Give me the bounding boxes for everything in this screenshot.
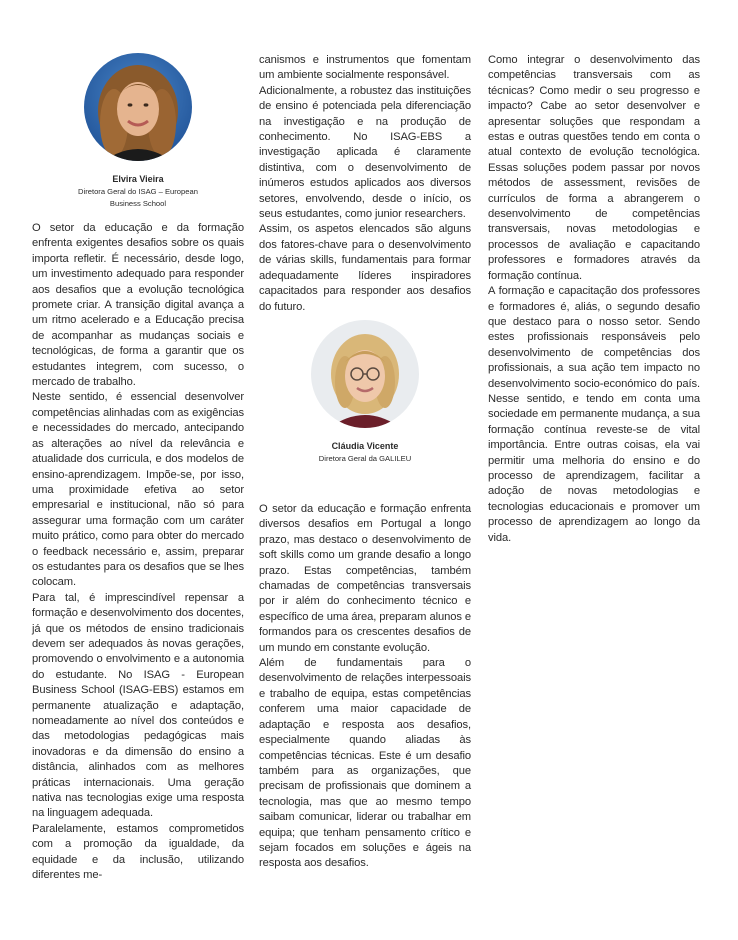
article-text-claudia bbox=[259, 502, 471, 872]
article-text-elvira-continued bbox=[259, 0, 471, 315]
column-1 bbox=[32, 0, 244, 883]
column-2 bbox=[259, 0, 471, 870]
paragraph: A formação e capacitação dos professores e formadores é, aliás, o segundo desafio que destaco para o nosso setor. Sendo estes profissionais responsáveis pelo desenvolvimento de competências dos profissionais, a sua ação tem impacto no desenvolvimento socio-económico do país. Nesse sentido, e tendo em conta uma sociedade em permanente mudança, a sua formação contínua reveste-se de vital importância. Entre outras coisas, ela vai permitir uma melhoria do ensino e do processo de aprendizagem, facilitar a adoção de novas metodologias e tecnologias educacionais e promover um processo de aprendizagem ao longo da vida. bbox=[488, 285, 700, 544]
profile-role-continued: Business School bbox=[109, 199, 167, 208]
profile-role: Diretora Geral do ISAG – European bbox=[78, 187, 198, 196]
profile-name: Cláudia Vicente bbox=[331, 441, 399, 451]
paragraph: canismos e instrumentos que fomentam um ambiente socialmente responsável. bbox=[259, 54, 471, 82]
profile-name: Elvira Vieira bbox=[112, 174, 164, 184]
paragraph: Para tal, é imprescindível repensar a formação e desenvolvimento dos docentes, já que os métodos de ensino tradicionais devem ser adequados às novas gerações, promovendo o envolvimento e a autonomia do estudante. No ISAG - European Business School (ISAG-EBS) estamos em permanente atualização e adaptação, nomeadamente ao nível dos conteúdos e das metodologias pedagógicas mais inovadoras e da dimensão do ensino a distância, alinhados com as melhores práticas internacionais. Uma geração nativa nas tecnologias exige uma resposta na linguagem adequada. bbox=[32, 591, 244, 820]
profile-elvira bbox=[32, 0, 244, 210]
paragraph: Adicionalmente, a robustez das instituições de ensino é potenciada pela diferenciação na investigação e na produção de conhecimento. No ISAG-EBS a investigação aplicada é claramente distintiva, com o desenvolvimento de inúmeros estudos aplicados aos diversos setores, envolvendo, desde o início, os seus estudantes, como junior researchers. bbox=[259, 84, 471, 221]
avatar-elvira-photo bbox=[84, 53, 192, 161]
avatar-claudia-photo bbox=[311, 320, 419, 428]
paragraph: Paralelamente, estamos comprometidos com a promoção da igualdade, da equidade e da inclusão, utilizando diferentes me- bbox=[32, 822, 244, 882]
paragraph: O setor da educação e formação enfrenta diversos desafios em Portugal a longo prazo, mas destaco o desenvolvimento de soft skills como um grande desafio a longo prazo. Estas competências, também chamadas de competências transversais por ir além do conhecimento técnico e específico de uma área, preparam alunos e formandos para os crescentes desafios de um mundo em constante evolução. bbox=[259, 503, 471, 654]
column-3 bbox=[488, 0, 700, 546]
paragraph: Assim, os aspetos elencados são alguns dos fatores-chave para o desenvolvimento de várias skills, fundamentais para formar adequadamente líderes inspiradores capacitados para responder aos desafios do futuro. bbox=[259, 223, 471, 313]
paragraph: Além de fundamentais para o desenvolvimento de relações interpessoais e trabalho de equipa, estas competências conferem uma maior capacidade de adaptação e resposta aos desafios, especialmente quando aliadas às competências técnicas. Este é um desafio também para as organizações, que precisam de profissionais que dominem a tecnologia, mas que ao mesmo tempo saibam comunicar, liderar ou trabalhar em equipa; que tenham pensamento crítico e sejam focados em soluções e ágeis na resposta aos desafios. bbox=[259, 657, 471, 870]
profile-role: Diretora Geral da GALILEU bbox=[318, 454, 412, 463]
paragraph: Como integrar o desenvolvimento das competências transversais com as técnicas? Como medir o seu progresso e impacto? Cabe ao setor desenvolver e apresentar soluções que respondam a estas e outras questões tendo em conta o atual contexto de evolução tecnológica. Essas soluções podem passar por novos métodos de assessment, revisões de currículos de forma a abrangerem o desenvolvimento de competências transversais, novas metodologias e processos de avaliação e capacitando professores e formadores através da formação contínua. bbox=[488, 54, 700, 282]
article-text-elvira bbox=[32, 221, 244, 883]
profile-claudia bbox=[259, 320, 471, 465]
paragraph: Neste sentido, é essencial desenvolver competências alinhadas com as exigências e necessidades do mercado, antecipando as alterações ao nível da relevância e atualidade dos curricula, e dos modelos de ensino-aprendizagem. Impõe-se, por isso, uma proximidade efetiva ao setor empresarial e institucional, não só para assegurar uma formação com um caráter muito prático, como para obter do mercado o feedback necessário e, assim, preparar os estudantes para os desafios que se lhes colocam. bbox=[32, 391, 244, 589]
paragraph: O setor da educação e da formação enfrenta exigentes desafios sobre os quais importa refletir. É necessário, desde logo, um investimento adequado para responder aos desafios que a evolução tecnológica promete criar. A transição digital avança a um ritmo acelerado e a Educação precisa de acompanhar as mudanças sociais e tecnológicas, de forma a garantir que os estudantes integrem, com sucesso, o mercado de trabalho. bbox=[32, 222, 244, 389]
article-text-claudia-continued bbox=[488, 0, 700, 546]
